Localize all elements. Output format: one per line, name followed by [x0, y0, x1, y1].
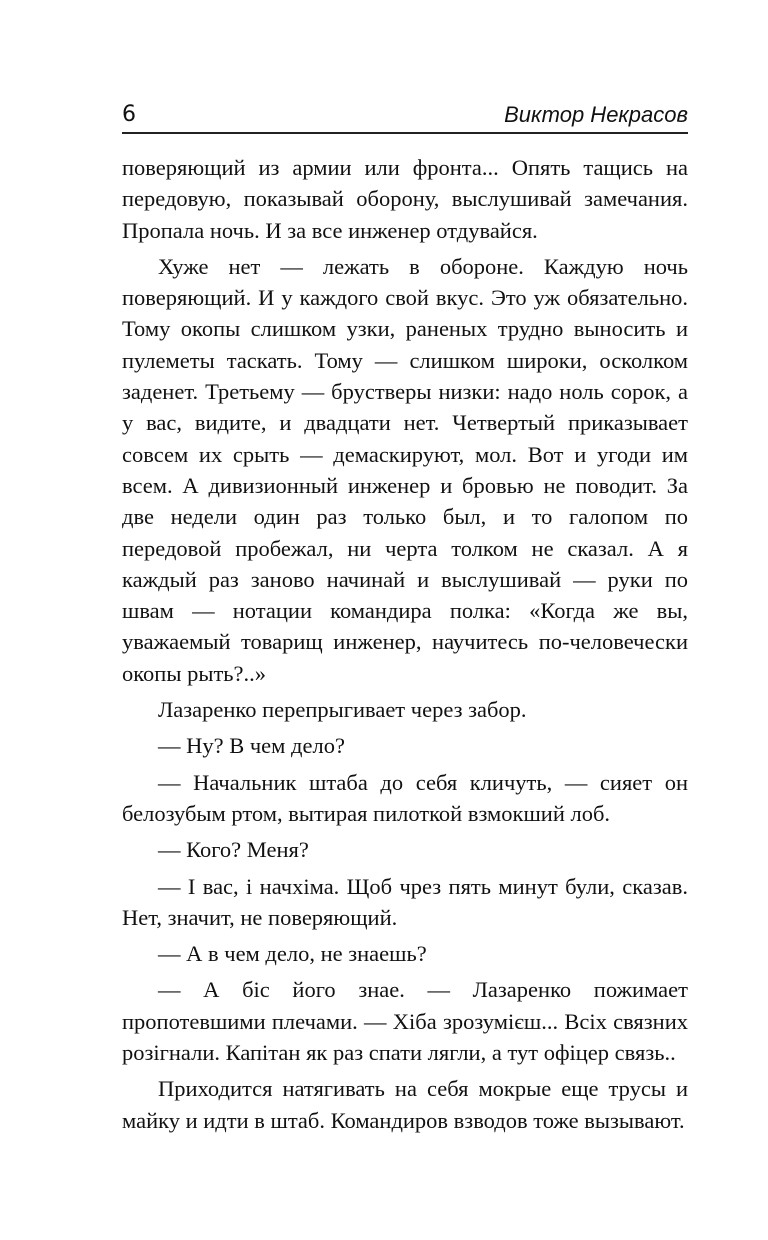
body-text — [122, 152, 688, 1141]
dialogue-line: — А біс його знае. — Лазаренко пожимает пропотевшими плечами. — Хіба зрозумієш... Всіх связних розігнали. Капітан як раз спати лягли, а тут офіцер связь.. — [122, 977, 688, 1066]
page-number: 6 — [122, 102, 136, 127]
running-head-author: Виктор Некрасов — [504, 102, 688, 127]
paragraph: поверяющий из армии или фронта... Опять тащись на передовую, показывай оборону, выслушивай замечания. Пропала ночь. И за все инженер отдувайся. — [122, 155, 688, 243]
page-header — [122, 96, 688, 134]
paragraph: Приходится натягивать на себя мокрые еще трусы и майку и идти в штаб. Командиров взводов тоже вызывают. — [122, 1076, 688, 1133]
dialogue-line: — Ну? В чем дело? — [158, 733, 345, 759]
dialogue-line: — Начальник штаба до себя кличуть, — сияет он белозубым ртом, вытирая пилоткой взмокший лоб. — [122, 769, 688, 826]
paragraph: Хуже нет — лежать в обороне. Каждую ночь поверяющий. И у каждого свой вкус. Это уж обязательно. Тому окопы слишком узки, раненых трудно выносить и пулеметы таскать. Тому — слишком широки, осколком заденет. Третьему — брустверы низки: надо ноль сорок, а у вас, видите, и двадцати нет. Четвертый приказывает совсем их срыть — демаскируют, мол. Вот и угоди им всем. А дивизионный инженер и бровью не поводит. За две недели один раз только был, и то галопом по передовой пробежал, ни черта толком не сказал. А я каждый раз заново начинай и выслушивай — руки по швам — нотации командира полка: «Когда же вы, уважаемый товарищ инженер, научитесь по-человечески окопы рыть?..» — [122, 253, 688, 686]
dialogue-line: — А в чем дело, не знаешь? — [158, 941, 427, 967]
dialogue-line: — І вас, і начхіма. Щоб чрез пять минут були, сказав. Нет, значит, не поверяющий. — [122, 873, 688, 930]
paragraph: Лазаренко перепрыгивает через забор. — [158, 697, 527, 723]
dialogue-line: — Кого? Меня? — [158, 837, 309, 863]
